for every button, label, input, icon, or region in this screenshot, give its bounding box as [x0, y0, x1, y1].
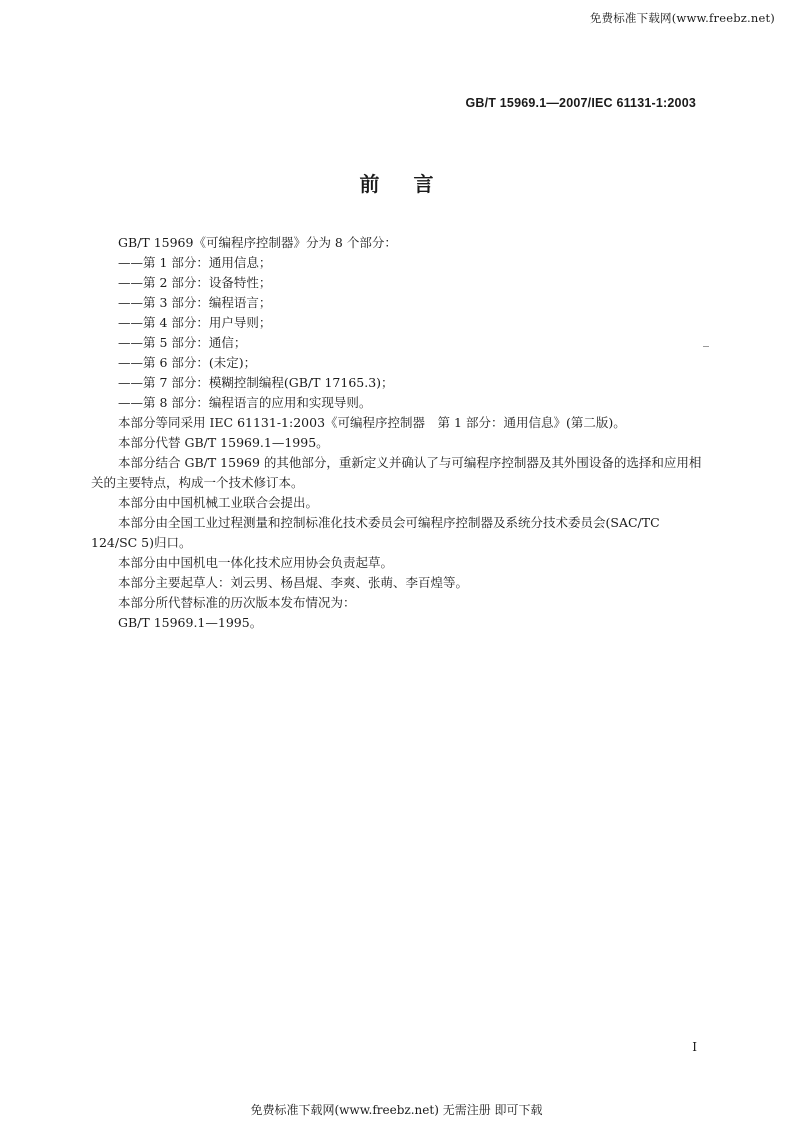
watermark-top: 免费标准下载网(www.freebz.net) [589, 11, 775, 25]
list-item-part-7: ——第 7 部分：模糊控制编程(GB/T 17165.3)； [118, 375, 394, 390]
paragraph-parts-intro: GB/T 15969《可编程序控制器》分为 8 个部分： [118, 235, 397, 250]
paragraph-history-edition: GB/T 15969.1—1995。 [118, 615, 263, 630]
page-number: I [692, 1040, 697, 1054]
paragraph-replaces: 本部分代替 GB/T 15969.1—1995。 [118, 435, 329, 450]
foreword-content [91, 233, 705, 633]
paragraph-drafters: 本部分主要起草人：刘云男、杨昌焜、李爽、张萌、李百煌等。 [118, 575, 469, 590]
paragraph-centralized-by: 本部分由全国工业过程测量和控制标准化技术委员会可编程序控制器及系统分技术委员会(SAC/TC 124/SC 5)归口。 [91, 515, 660, 550]
paragraph-drafted-by: 本部分由中国机电一体化技术应用协会负责起草。 [118, 555, 394, 570]
list-item-part-8: ——第 8 部分：编程语言的应用和实现导则。 [118, 395, 372, 410]
list-item-part-2: ——第 2 部分：设备特性； [118, 275, 272, 290]
paragraph-proposed-by: 本部分由中国机械工业联合会提出。 [118, 495, 319, 510]
standard-code-header: GB/T 15969.1—2007/IEC 61131-1:2003 [465, 96, 696, 110]
list-item-part-1: ——第 1 部分：通用信息； [118, 255, 272, 270]
paragraph-revision: 本部分结合 GB/T 15969 的其他部分，重新定义并确认了与可编程序控制器及其外围设备的选择和应用相关的主要特点，构成一个技术修订本。 [91, 455, 702, 490]
watermark-bottom: 免费标准下载网(www.freebz.net) 无需注册 即可下载 [250, 1103, 543, 1117]
list-item-part-4: ——第 4 部分：用户导则； [118, 315, 272, 330]
list-item-part-6: ——第 6 部分：(未定)； [118, 355, 257, 370]
list-item-part-5: ——第 5 部分：通信； [118, 335, 247, 350]
page-title: 前言 [359, 172, 468, 196]
paragraph-equivalence: 本部分等同采用 IEC 61131-1:2003《可编程序控制器 第 1 部分：通用信息》(第二版)。 [118, 415, 626, 430]
paragraph-history-intro: 本部分所代替标准的历次版本发布情况为： [118, 595, 356, 610]
list-item-part-3: ——第 3 部分：编程语言； [118, 295, 272, 310]
